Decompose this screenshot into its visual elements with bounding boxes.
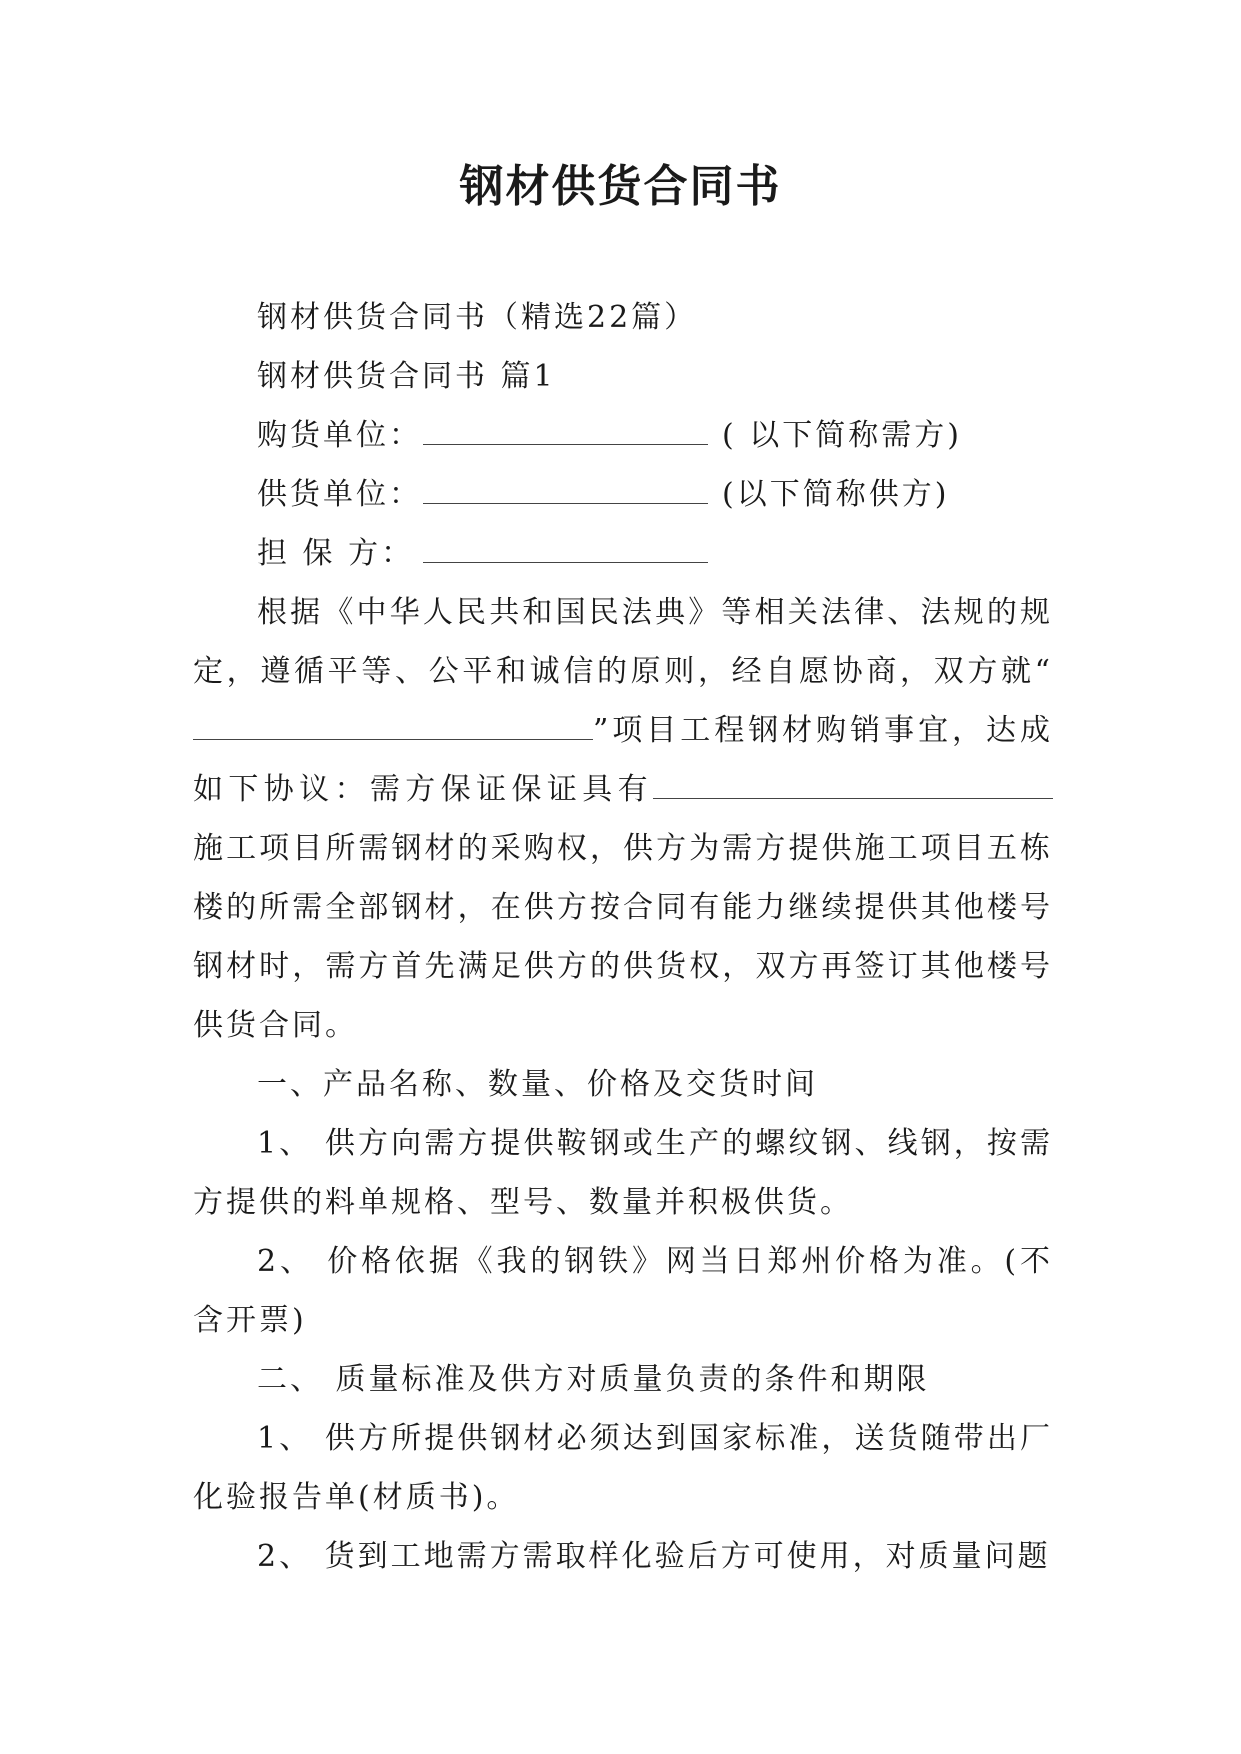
clause-2-2: 2、 货到工地需方需取样化验后方可使用，对质量问题 (257, 1539, 1051, 1574)
document-title: 钢材供货合同书 (459, 161, 782, 212)
party-supplier-blank (423, 467, 708, 504)
buyer-name-blank (653, 762, 1053, 799)
section-heading-2: 二、 质量标准及供方对质量负责的条件和期限 (257, 1362, 930, 1397)
section-heading: 钢材供货合同书 篇1 (257, 359, 556, 394)
project-name-blank (193, 703, 593, 740)
intro-part-c: 施工项目所需钢材的采购权，供方为需方提供施工项目五栋楼的所需全部钢材，在供方按合同有能力继续提供其他楼号钢材时，需方首先满足供方的供货权，双方再签订其他楼号供货合同。 (193, 831, 1053, 1043)
clause-1-1: 1、 供方向需方提供鞍钢或生产的螺纹钢、线钢，按需方提供的料单规格、型号、数量并积极供货。 (193, 1126, 1053, 1220)
intro-part-a: 根据《中华人民共和国民法典》等相关法律、法规的规定，遵循平等、公平和诚信的原则，经自愿协商，双方就“ (193, 595, 1053, 689)
party-guarantor (193, 524, 1053, 583)
party-supplier-label: 供货单位： (257, 477, 422, 512)
intro-paragraph (193, 583, 1053, 1055)
document-body (193, 288, 1053, 1586)
party-buyer (193, 406, 1053, 465)
party-buyer-blank (423, 408, 708, 445)
clause-1-2: 2、 价格依据《我的钢铁》网当日郑州价格为准。(不含开票) (193, 1244, 1053, 1338)
party-buyer-note: ( 以下简称需方) (722, 418, 962, 453)
party-buyer-label: 购货单位： (257, 418, 422, 453)
party-supplier-note: (以下简称供方) (722, 477, 950, 512)
party-supplier (193, 465, 1053, 524)
party-guarantor-label: 担 保 方： (257, 536, 415, 571)
intro-part-b: ”项目工程钢材购销事宜，达成如下协议：需方保证保证具有 (193, 713, 1053, 807)
section-heading-1: 一、产品名称、数量、价格及交货时间 (257, 1067, 818, 1102)
clause-2-1: 1、 供方所提供钢材必须达到国家标准，送货随带出厂化验报告单(材质书)。 (193, 1421, 1053, 1515)
document-subtitle: 钢材供货合同书（精选22篇） (257, 300, 698, 335)
party-guarantor-blank (423, 526, 708, 563)
